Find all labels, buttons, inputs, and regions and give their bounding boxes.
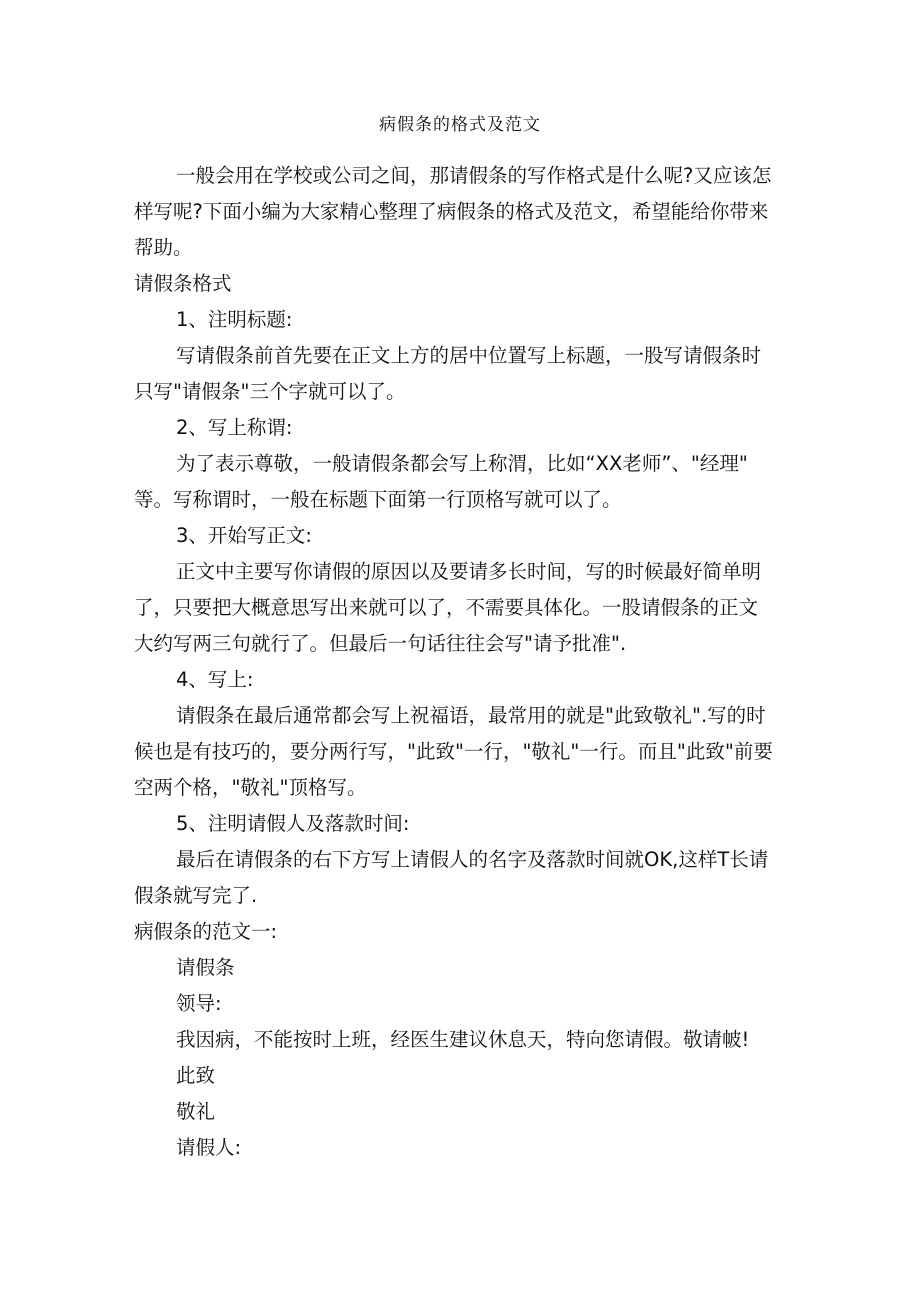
sample-body: 我因病，不能按时上班，经医生建议休息天，特向您请假。敬请帔!	[176, 1028, 750, 1051]
sample-closing-1: 此致	[176, 1064, 216, 1087]
step4-line-3: 空两个格，"敬礼"顶格写。	[134, 776, 367, 799]
step1-line-2: 只写"请假条"三个字就可以了。	[134, 380, 406, 403]
step3-line-3: 大约写两三句就行了。但最后一句话往往会写"请予批准".	[134, 632, 627, 655]
step1-line-1: 写请假条前首先要在正文上方的居中位置写上标题，一股写请假条时	[176, 344, 762, 367]
sample-signer: 请假人:	[176, 1136, 242, 1159]
step1-heading: 1、注明标题:	[176, 308, 293, 331]
step2-line-2: 等。写称谓时，一般在标题下面第一行顶格写就可以了。	[134, 488, 622, 511]
step3-heading: 3、开始写正文:	[176, 524, 312, 547]
intro-line-3: 帮助。	[134, 236, 193, 259]
sample-title: 请假条	[176, 956, 235, 979]
step4-line-1: 请假条在最后通常都会写上祝福语，最常用的就是"此致敬礼".写的时	[176, 704, 766, 727]
step5-heading: 5、注明请假人及落款时间:	[176, 812, 410, 835]
step4-line-2: 候也是有技巧的，要分两行写，"此致"一行，"敬礼"一行。而且"此致"前要	[134, 740, 773, 763]
step5-line-1: 最后在请假条的右下方写上请假人的名字及落款时间就OK,这样T长请	[176, 848, 769, 871]
step2-heading: 2、写上称谓:	[176, 416, 293, 439]
intro-line-2: 样写呢?下面小编为大家精心整理了病假条的格式及范文，希望能给你带来	[134, 200, 769, 223]
step2-line-1: 为了表示尊敬，一般请假条都会写上称渭，比如“XX老师”、"经理"	[176, 452, 748, 475]
step4-heading: 4、写上:	[176, 668, 254, 691]
step5-line-2: 假条就写完了.	[134, 884, 258, 907]
sample-closing-2: 敬礼	[176, 1100, 216, 1123]
sample-heading: 病假条的范文一:	[134, 920, 278, 943]
step3-line-2: 了，只要把大概意思写出来就可以了，不需要具体化。一股请假条的正文	[134, 596, 759, 619]
document-title: 病假条的格式及范文	[379, 115, 541, 135]
intro-line-1: 一般会用在学校或公司之间，那请假条的写作格式是什么呢?又应该怎	[176, 164, 772, 187]
sample-salutation: 领导:	[176, 992, 222, 1015]
section-format-heading: 请假条格式	[134, 272, 232, 295]
step3-line-1: 正文中主要写你请假的原因以及要请多长时间，写的时候最好简单明	[176, 560, 762, 583]
